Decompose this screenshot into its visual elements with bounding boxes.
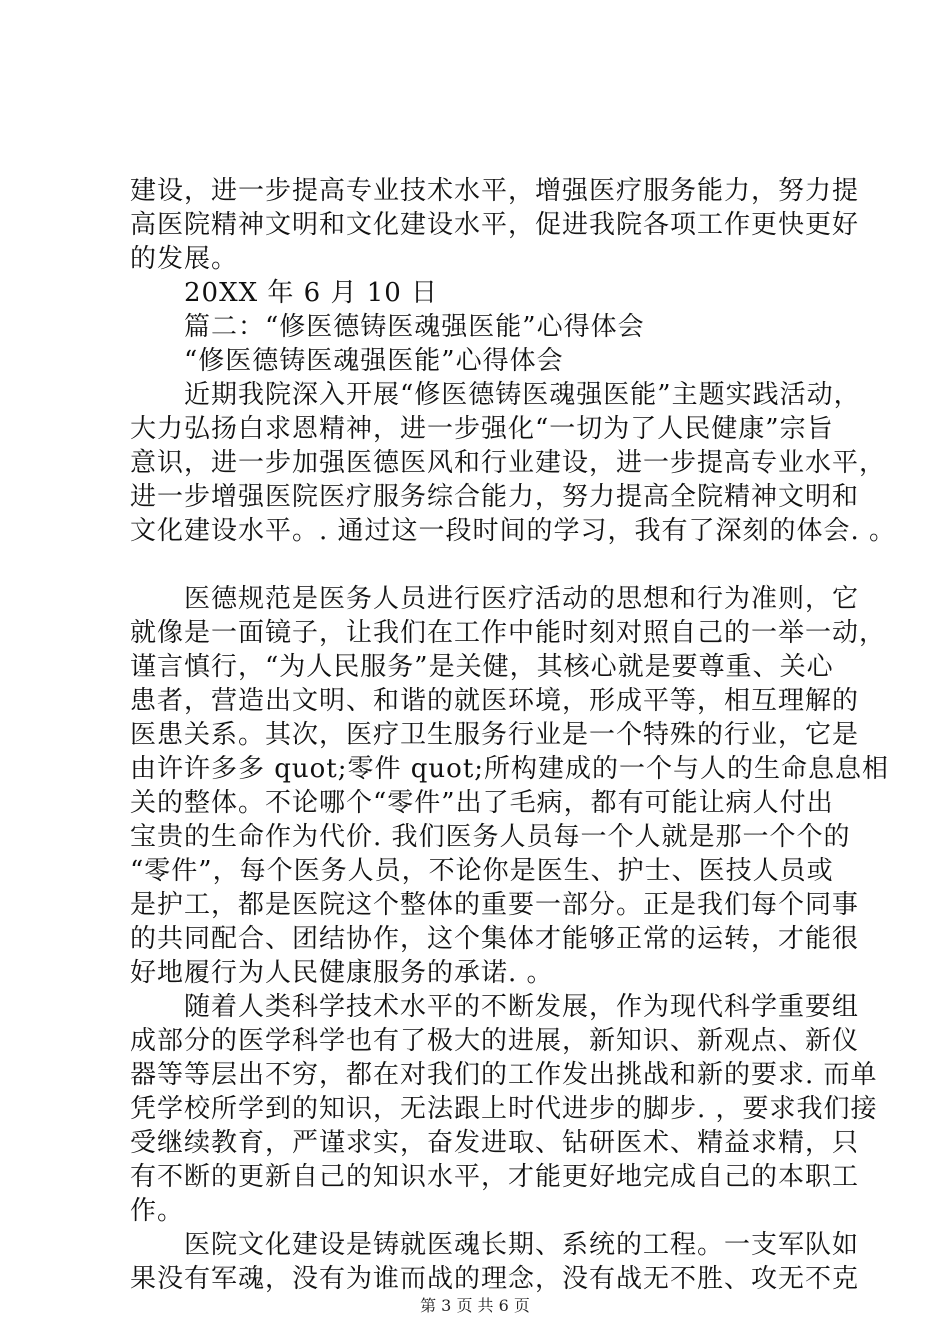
text-line: 的共同配合、团结协作，这个集体才能够正常的运转，才能很 bbox=[130, 924, 860, 954]
text-line: 意识，进一步加强医德医风和行业建设，进一步提高专业水平， bbox=[130, 448, 887, 478]
text-line: 凭学校所学到的知识，无法跟上时代进步的脚步. ，要求我们接 bbox=[130, 1094, 878, 1124]
text-line: 的发展。 bbox=[130, 244, 239, 274]
text-line: 近期我院深入开展“修医德铸医魂强医能”主题实践活动， bbox=[184, 380, 861, 410]
text-line: 成部分的医学科学也有了极大的进展，新知识、新观点、新仪 bbox=[130, 1026, 860, 1056]
text-line: 就像是一面镜子，让我们在工作中能时刻对照自己的一举一动， bbox=[130, 618, 887, 648]
text-line: 器等等层出不穷，都在对我们的工作发出挑战和新的要求. 而单 bbox=[130, 1060, 878, 1090]
text-line: 篇二：“修医德铸医魂强医能”心得体会 bbox=[184, 312, 645, 342]
document-body bbox=[130, 174, 897, 1296]
text-line: 作。 bbox=[130, 1196, 185, 1226]
text-line: 谨言慎行，“为人民服务”是关健，其核心就是要尊重、关心 bbox=[130, 652, 834, 682]
text-line: 好地履行为人民健康服务的承诺. 。 bbox=[130, 958, 554, 988]
page-footer: 第 3 页 共 6 页 bbox=[420, 1296, 530, 1315]
text-line: 有不断的更新自己的知识水平，才能更好地完成自己的本职工 bbox=[130, 1162, 860, 1192]
text-line: 建设，进一步提高专业技术水平，增强医疗服务能力，努力提 bbox=[130, 176, 860, 206]
text-line: 医院文化建设是铸就医魂长期、系统的工程。一支军队如 bbox=[184, 1230, 860, 1260]
text-line: 果没有军魂，没有为谁而战的理念，没有战无不胜、攻无不克 bbox=[130, 1264, 860, 1294]
text-line: 由许许多多 quot;零件 quot;所构建成的一个与人的生命息息相 bbox=[130, 754, 890, 784]
text-line: 医患关系。其次，医疗卫生服务行业是一个特殊的行业，它是 bbox=[130, 720, 860, 750]
text-line: 文化建设水平。. 通过这一段时间的学习，我有了深刻的体会. 。 bbox=[130, 516, 897, 546]
text-line: 医德规范是医务人员进行医疗活动的思想和行为准则，它 bbox=[184, 584, 860, 614]
text-line: 随着人类科学技术水平的不断发展，作为现代科学重要组 bbox=[184, 992, 860, 1022]
text-line: 关的整体。不论哪个“零件”出了毛病，都有可能让病人付出 bbox=[130, 788, 834, 818]
text-line: 进一步增强医院医疗服务综合能力，努力提高全院精神文明和 bbox=[130, 482, 860, 512]
text-line: 受继续教育，严谨求实，奋发进取、钻研医术、精益求精，只 bbox=[130, 1128, 860, 1158]
text-line: 大力弘扬白求恩精神，进一步强化“一切为了人民健康”宗旨 bbox=[130, 414, 834, 444]
text-line: 宝贵的生命作为代价. 我们医务人员每一个人就是那一个个的 bbox=[130, 822, 851, 852]
text-line: 高医院精神文明和文化建设水平，促进我院各项工作更快更好 bbox=[130, 210, 860, 240]
blank-line bbox=[130, 548, 830, 582]
text-line: 患者，营造出文明、和谐的就医环境，形成平等，相互理解的 bbox=[130, 686, 860, 716]
text-line: 20XX 年 6 月 10 日 bbox=[184, 278, 439, 308]
text-line: “零件”，每个医务人员，不论你是医生、护士、医技人员或 bbox=[130, 856, 834, 886]
text-line: “修医德铸医魂强医能”心得体会 bbox=[184, 346, 564, 376]
text-line: 是护工，都是医院这个整体的重要一部分。正是我们每个同事 bbox=[130, 890, 860, 920]
